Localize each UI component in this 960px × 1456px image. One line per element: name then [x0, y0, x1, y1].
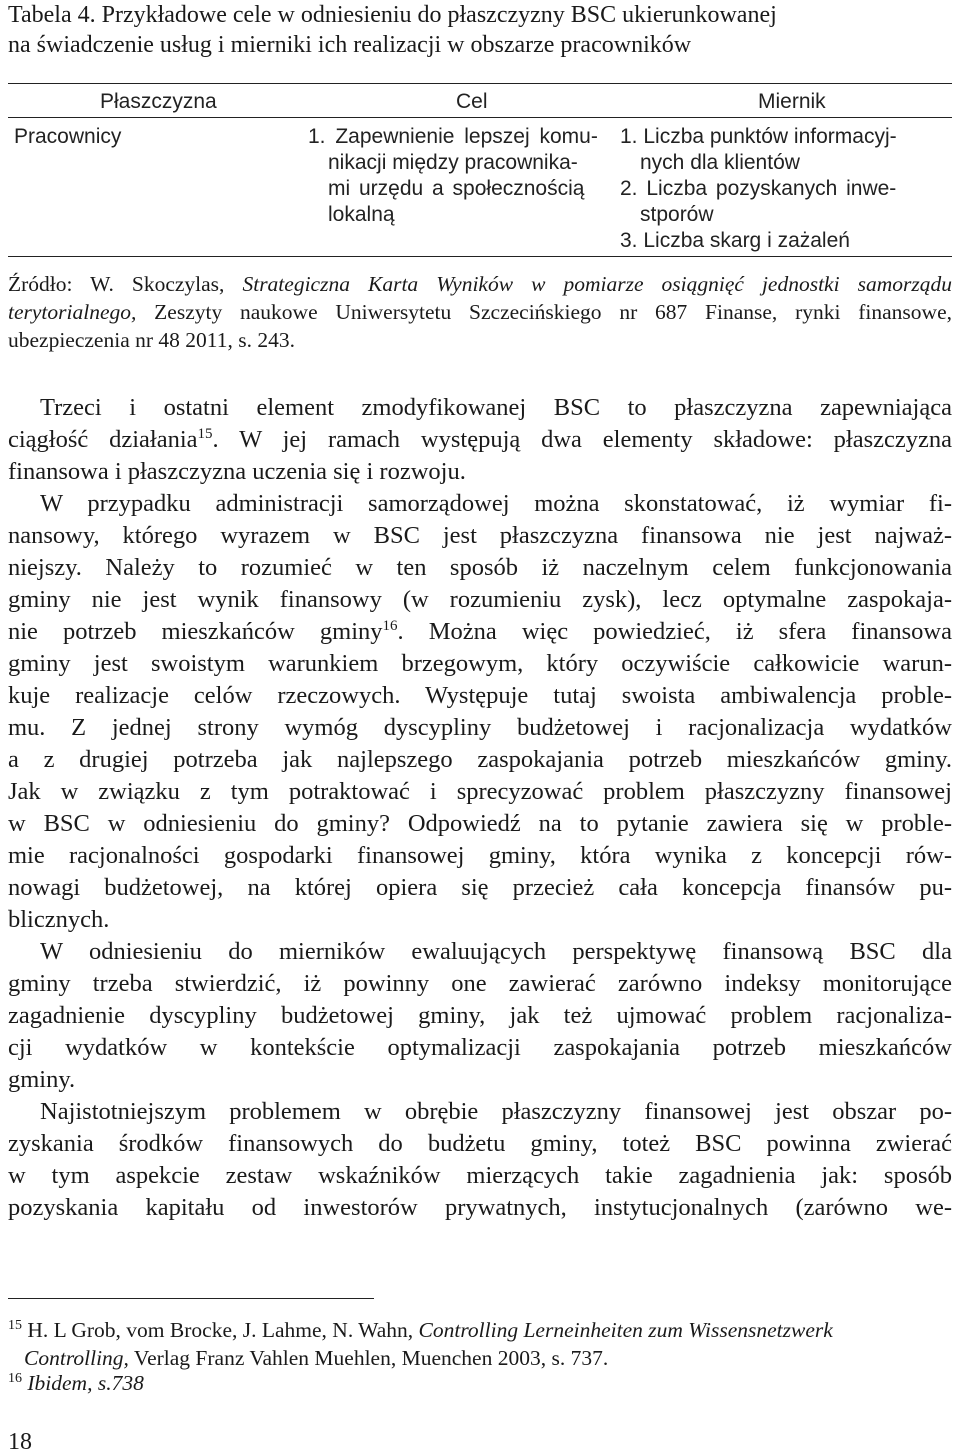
- source-prefix: Źródło: W. Skoczylas,: [8, 272, 243, 296]
- header-rule: [8, 117, 952, 118]
- text-run: . Można więc powiedzieć, iż sfera finansowa: [397, 618, 952, 645]
- text-line: finansowa i płaszczyzna uczenia się i rozwoju.: [8, 458, 466, 485]
- text-line: gminy jest swoistym warunkiem brzegowym, który oczywiście całkowicie warun-: [8, 650, 952, 677]
- goal-line: nikacji między pracownika-: [328, 151, 578, 174]
- measure-line: 3. Liczba skarg i zażaleń: [620, 229, 850, 252]
- footnote-ref-15[interactable]: 15: [197, 426, 213, 442]
- measure-line: nych dla klientów: [640, 151, 800, 174]
- footnote-text: Verlag Franz Vahlen Muehlen, Muenchen 2003, s. 737.: [128, 1346, 609, 1370]
- footnote-title: Controlling Lerneinheiten zum Wissensnetzwerk: [418, 1318, 833, 1342]
- text-line: Trzeci i ostatni element zmodyfikowanej BSC to płaszczyzna zapewniająca: [40, 394, 952, 421]
- source-rest: Zeszyty naukowe Uniwersytetu Szczecińskiego nr 687 Finanse, rynki finansowe, ubezpieczenia nr 48 2011, s. 243.: [8, 300, 952, 352]
- text-line: nowagi budżetowej, na której opiera się przecież cała koncepcja finansów pu-: [8, 874, 952, 901]
- text-line: gminy nie jest wynik finansowy (w rozumieniu zysk), lecz optymalne zaspokaja-: [8, 586, 952, 613]
- table-caption: [8, 0, 952, 60]
- measure-line: 1. Liczba punktów informacyj-: [620, 125, 897, 148]
- text-line: cji wydatków w kontekście optymalizacji zaspokajania potrzeb mieszkańców: [8, 1034, 952, 1061]
- goals-table: [8, 83, 952, 257]
- header-plane: Płaszczyzna: [100, 90, 217, 113]
- caption-line: na świadczenie usług i mierniki ich realizacji w obszarze pracowników: [8, 32, 692, 58]
- footnote-ref-16[interactable]: 16: [382, 618, 398, 634]
- cell-measure: [620, 124, 952, 254]
- goal-line: 1. Zapewnienie lepszej komu-: [308, 125, 598, 148]
- footnote-15: [8, 1316, 952, 1344]
- text-line: zyskania środków finansowych do budżetu gminy, toteż BSC powinna zwierać: [8, 1130, 952, 1157]
- text-run: . W jej ramach występują dwa elementy składowe: płaszczyzna: [212, 426, 952, 453]
- text-line: w tym aspekcie zestaw wskaźników mierzących takie zagadnienia jak: sposób: [8, 1162, 952, 1189]
- text-line: Jak w związku z tym potraktować i sprecyzować problem płaszczyzny finansowej: [8, 778, 952, 805]
- text-run: ciągłość działania: [8, 426, 198, 453]
- text-line: nansowy, którego wyrazem w BSC jest płaszczyzna finansowa nie jest najważ-: [8, 522, 952, 549]
- header-measure: Miernik: [758, 90, 826, 113]
- text-line: blicznych.: [8, 906, 110, 933]
- text-line: kuje realizacje celów rzeczowych. Występuje tutaj swoista ambiwalencja proble-: [8, 682, 952, 709]
- footnote-text: Ibidem, s.738: [27, 1371, 144, 1395]
- text-line: niejszy. Należy to rozumieć w ten sposób iż naczelnym celem funkcjonowania: [8, 554, 952, 581]
- measure-line: 2. Liczba pozyskanych inwe-: [620, 177, 897, 200]
- body-text: [8, 392, 952, 1224]
- cell-plane: Pracownicy: [14, 125, 122, 148]
- text-line: [8, 616, 952, 648]
- source-title: Strategiczna Karta Wyników w pomiarze osiągnięć jednostki samorządu terytorialnego,: [8, 272, 952, 324]
- text-line: Najistotniejszym problemem w obrębie płaszczyzny finansowej jest obszar po-: [40, 1098, 952, 1125]
- text-line: zagadnienie dyscypliny budżetowej gminy, jak też ujmować problem racjonaliza-: [8, 1002, 952, 1029]
- footnote-number: 16: [8, 1371, 22, 1386]
- text-line: [8, 424, 952, 456]
- caption-line: Tabela 4. Przykładowe cele w odniesieniu do płaszczyzny BSC ukierunkowanej: [8, 2, 777, 28]
- goal-line: lokalną: [328, 203, 395, 226]
- text-line: W odniesieniu do mierników ewaluujących perspektywę finansową BSC dla: [40, 938, 952, 965]
- text-line: mie racjonalności gospodarki finansowej gminy, która wynika z koncepcji rów-: [8, 842, 952, 869]
- footnote-number: 15: [8, 1318, 22, 1333]
- text-line: gminy.: [8, 1066, 76, 1093]
- text-line: a z drugiej potrzeba jak najlepszego zaspokajania potrzeb mieszkańców gminy.: [8, 746, 952, 773]
- text-line: mu. Z jednej strony wymóg dyscypliny budżetowej i racjonalizacja wydatków: [8, 714, 952, 741]
- cell-goal: [308, 124, 633, 228]
- footnote-15-cont: [8, 1344, 960, 1372]
- text-run: nie potrzeb mieszkańców gminy: [8, 618, 383, 645]
- page-number: 18: [8, 1429, 32, 1455]
- text-line: w BSC w odniesieniu do gminy? Odpowiedź na to pytanie zawiera się w proble-: [8, 810, 952, 837]
- goal-line: mi urzędu a społecznością: [328, 177, 585, 200]
- table-source: [8, 270, 952, 354]
- text-line: gminy trzeba stwierdzić, iż powinny one zawierać zarówno indeksy monitorujące: [8, 970, 952, 997]
- footnote-text: H. L Grob, vom Brocke, J. Lahme, N. Wahn,: [27, 1318, 419, 1342]
- text-line: W przypadku administracji samorządowej można skonstatować, iż wymiar fi-: [40, 490, 952, 517]
- footnote-separator: [8, 1298, 374, 1299]
- footnote-16: [8, 1369, 952, 1397]
- footnote-title: Controlling,: [24, 1346, 129, 1370]
- measure-line: stporów: [640, 203, 714, 226]
- header-goal: Cel: [456, 90, 488, 113]
- text-line: pozyskania kapitału od inwestorów prywatnych, instytucjonalnych (zarówno we-: [8, 1194, 952, 1221]
